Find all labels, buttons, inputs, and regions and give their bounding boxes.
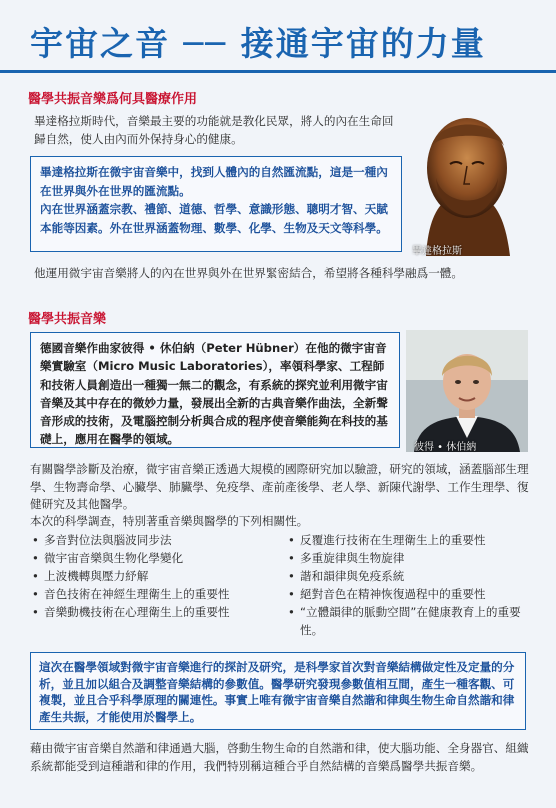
- correlation-list-right: [286, 531, 534, 639]
- section2-para2: 本次的科學調查，特別著重音樂與醫學的下列相關性。: [30, 514, 309, 528]
- pythagoras-portrait: [406, 108, 528, 256]
- title-rule: [0, 70, 556, 73]
- hubner-portrait: [406, 330, 528, 452]
- pythagoras-caption: 畢達格拉斯: [412, 246, 462, 257]
- section1-heading: 醫學共振音樂爲何具醫療作用: [28, 92, 198, 107]
- research-box-text: 這次在醫學領域對微宇宙音樂進行的探討及研究，是科學家首次對音樂結構做定性及定量的分析，並且加以組合及調整音樂結構的參數值。醫學研究發現參數值相互間，產生一種客觀、可複製，並且合乎科學原理的關連性。事實上唯有微宇宙音樂自然諧和律與生物生命自然諧和律產生共振，才能使用於醫學上。: [39, 660, 515, 724]
- list-item: • “立體韻律的脈動空間”在健康教育上的重要性。: [286, 603, 534, 639]
- section2-heading: 醫學共振音樂: [28, 312, 107, 327]
- section1-intro: 畢達格拉斯時代，音樂最主要的功能就是教化民眾，將人的內在生命回歸自然，使人由內而外保持身心的健康。: [34, 114, 394, 146]
- hubner-caption: 彼得 • 休伯納: [414, 442, 477, 453]
- pythagoras-box-p2: 內在世界涵蓋宗教、禮節、道德、哲學、意識形態、聰明才智、天賦本能等因素。外在世界涵蓋物理、數學、化學、生物及天文等科學。: [40, 202, 388, 235]
- list-item: • 諧和韻律與免疫系統: [286, 567, 534, 585]
- section2-para1: 有關醫學診斷及治療，微宇宙音樂正透過大規模的國際研究加以驗證，研究的領域，涵蓋腦部生理學、生物壽命學、心臟學、肺臟學、免疫學、產前產後學、老人學、新陳代謝學、工作生理學、復健研究及其他醫學。: [30, 462, 529, 511]
- list-item: • 絕對音色在精神恢復過程中的重要性: [286, 585, 534, 603]
- pythagoras-box-p1: 畢達格拉斯在微宇宙音樂中，找到人體內的自然匯流點，這是一種內在世界與外在世界的匯流點。: [40, 165, 388, 198]
- list-item: • 多重旋律與生物旋律: [286, 549, 534, 567]
- section1-closing: 他運用微宇宙音樂將人的內在世界與外在世界緊密結合，希望將各種科學融爲一體。: [34, 266, 463, 280]
- list-item: • 上波機轉與壓力紓解: [30, 567, 280, 585]
- page-title: 宇宙之音 ── 接通宇宙的力量: [30, 24, 486, 63]
- hubner-box: [30, 332, 400, 448]
- list-item: • 多音對位法與腦波同步法: [30, 531, 280, 549]
- list-item: • 微宇宙音樂與生物化學變化: [30, 549, 280, 567]
- list-item: • 音樂動機技術在心理衛生上的重要性: [30, 603, 280, 621]
- list-item: • 音色技術在神經生理衛生上的重要性: [30, 585, 280, 603]
- list-item: • 反覆進行技術在生理衛生上的重要性: [286, 531, 534, 549]
- hubner-box-text: 德國音樂作曲家彼得 • 休伯納（Peter Hübner）在他的微宇宙音樂實驗室（Micro Music Laboratories），率領科學家、工程師和技術人員創造出一種獨一無二的觀念，有系統的探究並利用微宇宙音樂及其中存在的微妙力量，發展出全新的古典音樂作曲法，全新聲音形成的技術，及電腦控制分析與合成的程序使音樂能夠在科技的基礎上，應用在醫學的領域。: [40, 341, 388, 447]
- research-box: [30, 652, 526, 730]
- correlation-list-left: [30, 531, 280, 621]
- pythagoras-box: [30, 156, 402, 252]
- final-paragraph: 藉由微宇宙音樂自然諧和律通過大腦，啓動生物生命的自然諧和律，使大腦功能、全身器官、組織系統都能受到這種諧和律的作用，我們特別稱這種合乎自然結構的音樂爲醫學共振音樂。: [30, 741, 529, 773]
